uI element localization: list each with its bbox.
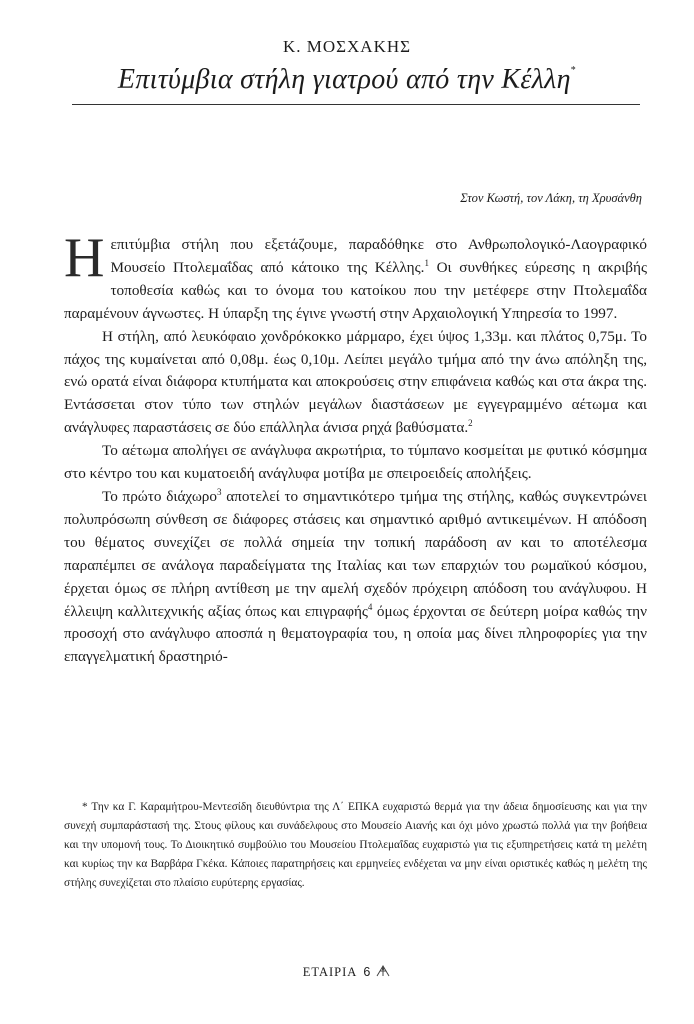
page-number: 6 (363, 964, 372, 979)
dedication: Στον Κωστή, τον Λάκη, τη Χρυσάνθη (460, 191, 642, 205)
paragraph-4-text-c: όμως έρχονται σε δεύτερη μοίρα καθώς την προσοχή στο ανάγλυφο αποσπά η θεματογραφία του, η οποία μας δίνει πληροφορίες για την επαγγελματική δραστηριό- (64, 602, 647, 666)
title-footnote-mark: * (570, 65, 577, 76)
footnote-ref-4: 4 (367, 601, 373, 612)
paragraph-4 (64, 486, 647, 669)
footnote-ref-2: 2 (468, 418, 473, 429)
title-text: Επιτύμβια στήλη γιατρού από την Κέλλη (117, 64, 571, 95)
author-name: Κ. ΜΟΣΧΑΚΗΣ (282, 37, 412, 56)
footnote-ref-3: 3 (216, 486, 222, 497)
footnote: * Την κα Γ. Καραμήτρου-Μεντεσίδη διευθύντρια της Λ΄ ΕΠΚΑ ευχαριστώ θερμά για την άδεια δημοσίευσης και για την συνεχή συμπαράστασή της. Στους φίλους και συνάδελφους στο Μουσείο Αιανής και όχι μόνο χρωστώ πολλά για την βοήθεια και την υπομονή τους. Το Διοικητικό συμβούλιο του Μουσείου Πτολεμαΐδας ευχαριστώ για τις εξυπηρετήσεις κατά τη μελέτη και κυρίως την κα Βαρβάρα Γκέκα. Κάποιες παρατηρήσεις και ερμηνείες ενδέχεται να μην είναι οριστικές καθώς η μελέτη της στήλης συνεχίζεται στο πλαίσιο ευρύτερης εργασίας. (64, 801, 647, 889)
paragraph-1 (64, 227, 647, 326)
article-title (40, 64, 654, 96)
paragraph-1-text: επιτύμβια στήλη που εξετάζουμε, παραδόθηκε στο Ανθρωπολογικό-Λαογραφικό Μουσείο Πτολεμαΐδας από κάτοικο της Κέλλης. (110, 236, 647, 276)
drop-cap: Η (64, 227, 105, 289)
paragraph-4-text-b: αποτελεί το σημαντικότερο τμήμα της στήλης, καθώς συγκεντρώνει πολυπρόσωπη σύνθεση σε διάφορες στάσεις και σημαντικό αριθμό αντικειμένων. Η απόδοση του θέματος συνεχίζει σε πολλά σημεία την τοπική παράδοση αν και το αποτέλεσμα παραπέμπει σε ανάλογα παραδείγματα της Ιταλίας και των επαρχιών του ρωμαϊκού κόσμου, έρχεται όμως σε πλήρη αντίθεση με την αμελή σχεδόν πρόχειρη απόδοση του ανάγλυφου. Η έλλειψη καλλιτεχνικής αξίας όπως και επιγραφής (64, 487, 647, 620)
ornament-logo-icon (375, 964, 391, 982)
journal-name: ΕΤΑΙΡΙΑ (302, 964, 358, 979)
article-body (64, 227, 647, 669)
paragraph-4-text-a: Το πρώτο διάχωρο (102, 487, 217, 505)
paragraph-2-text: Η στήλη, από λευκόφαιο χονδρόκοκκο μάρμαρο, έχει ύψος 1,33μ. και πλάτος 0,75μ. Το πάχος της κυμαίνεται από 0,08μ. έως 0,10μ. Λείπει μεγάλο τμήμα από την άνω απόληξη της, ενώ ορατά είναι διάφορα κτυπήματα και αποκρούσεις στην επιφάνεια καθώς και στα άκρα της. Εντάσσεται στον τύπο των στηλών μεγάλων διαστάσεων με εγγεγραμμένο αέτωμα και ανάγλυφες παραστάσεις σε δύο επάλληλα άνισα ρηχά βαθύσματα. (64, 327, 647, 437)
paragraph-3: Το αέτωμα απολήγει σε ανάγλυφα ακρωτήρια, το τύμπανο κοσμείται με φυτικό κόσμημα στο κέντρο του και κυματοειδή ανάγλυφα μοτίβα με σπειροειδείς απολήξεις. (64, 442, 647, 483)
footnote-ref-1: 1 (424, 257, 429, 268)
paragraph-2 (64, 326, 647, 441)
title-rule (72, 104, 640, 105)
page-footer (0, 964, 694, 982)
paragraph-1-rest: Οι συνθήκες εύρεσης η ακριβής τοποθεσία καθώς και το όνομα του κατοίκου που την μετέφερε στην Πτολεμαΐδα παραμένουν άγνωστες. Η ύπαρξη της έγινε γνωστή στην Αρχαιολογική Υπηρεσία το 1997. (64, 258, 647, 322)
